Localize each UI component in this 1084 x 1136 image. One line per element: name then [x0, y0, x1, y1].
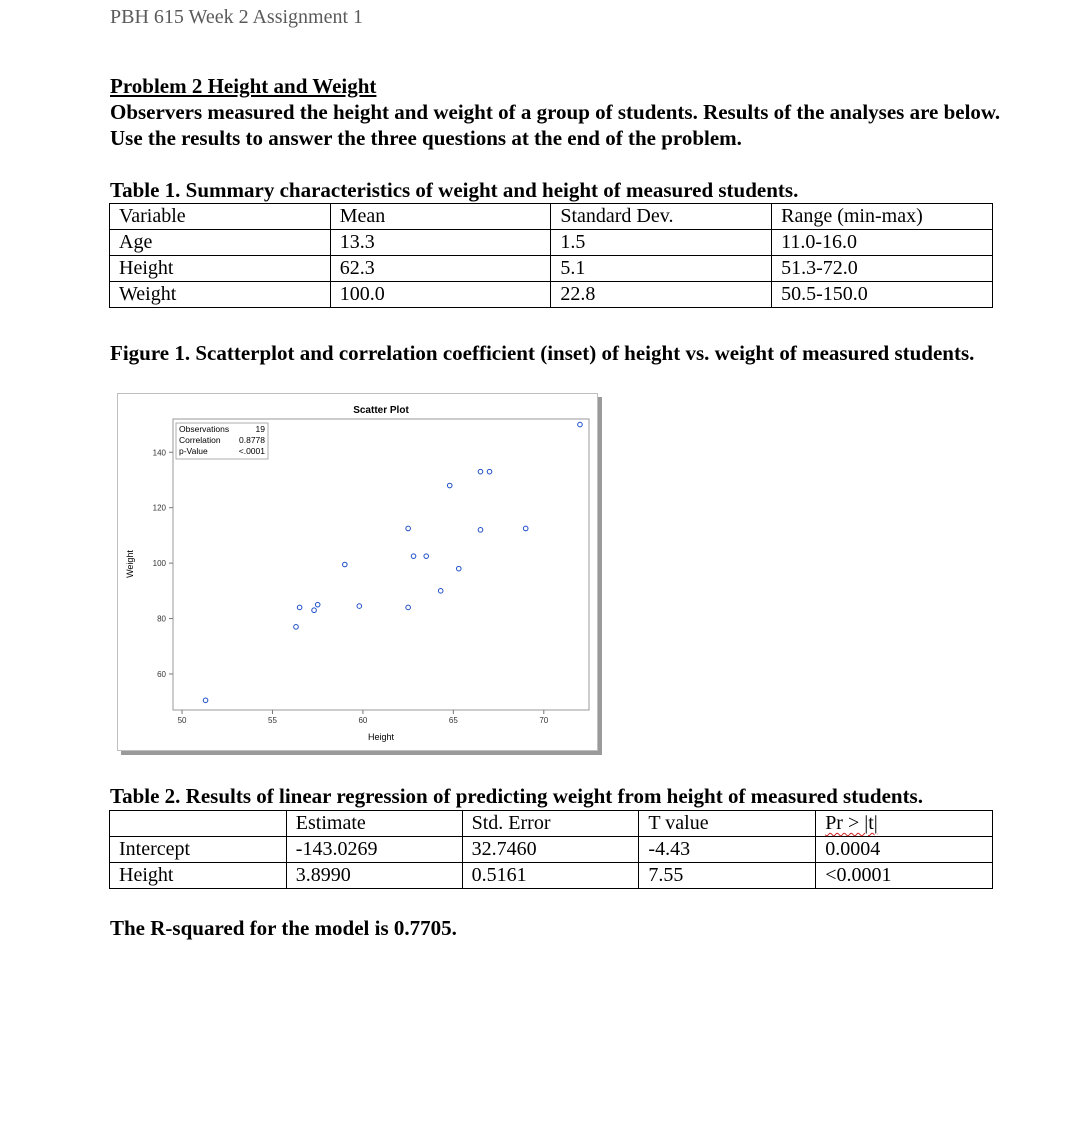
y-tick-label: 60 — [157, 669, 166, 679]
table-cell: Age — [110, 230, 331, 256]
inset-label-observations: Observations — [179, 424, 230, 434]
table-header-cell: Mean — [330, 204, 551, 230]
table-cell: 13.3 — [330, 230, 551, 256]
data-point — [523, 526, 528, 531]
plot-area — [173, 419, 589, 710]
table-cell: 32.7460 — [462, 837, 639, 863]
table-header-cell: Std. Error — [462, 811, 639, 837]
data-point — [487, 469, 492, 474]
y-tick-label: 120 — [152, 503, 166, 513]
table-cell: Intercept — [110, 837, 287, 863]
problem-title: Problem 2 Height and Weight — [110, 74, 377, 98]
table-row — [110, 256, 993, 282]
table-cell: 0.0004 — [816, 837, 993, 863]
table-cell: Weight — [110, 282, 331, 308]
x-tick-label: 70 — [539, 716, 549, 725]
regression-table — [109, 810, 993, 889]
table-cell: 3.8990 — [286, 863, 462, 889]
data-point — [438, 589, 443, 594]
table-cell: -143.0269 — [286, 837, 462, 863]
table-cell: 1.5 — [551, 230, 772, 256]
table-header-cell: Estimate — [286, 811, 462, 837]
y-tick-label: 80 — [157, 614, 166, 624]
table-cell: 51.3-72.0 — [772, 256, 993, 282]
inset-value-observations: 19 — [255, 424, 265, 434]
table-header-cell: T value — [639, 811, 816, 837]
r-squared-note: The R-squared for the model is 0.7705. — [110, 916, 457, 940]
inset-label-correlation: Correlation — [179, 435, 221, 445]
table-header-cell: Range (min-max) — [772, 204, 993, 230]
chart-title: Scatter Plot — [353, 405, 409, 416]
table-header-row — [110, 204, 993, 230]
data-point — [478, 528, 483, 533]
table-cell: 50.5-150.0 — [772, 282, 993, 308]
data-point — [411, 554, 416, 559]
table1-caption: Table 1. Summary characteristics of weight and height of measured students. — [110, 178, 799, 202]
data-point — [315, 602, 320, 607]
data-point — [406, 605, 411, 610]
table-row — [110, 863, 993, 889]
table-header-row — [110, 811, 993, 837]
x-tick-label: 55 — [268, 716, 277, 725]
data-point — [297, 605, 302, 610]
data-point — [357, 604, 362, 609]
x-tick-label: 65 — [448, 716, 458, 725]
table-row — [110, 837, 993, 863]
data-point — [343, 562, 348, 567]
table-row — [110, 230, 993, 256]
table-header-cell: Variable — [110, 204, 331, 230]
table-cell: Height — [110, 256, 331, 282]
table-cell: 0.5161 — [462, 863, 639, 889]
table-cell: -4.43 — [639, 837, 816, 863]
scatter-plot-figure — [117, 393, 598, 751]
data-point — [456, 566, 461, 571]
data-point — [294, 625, 299, 630]
table-cell: 11.0-16.0 — [772, 230, 993, 256]
data-point — [447, 483, 452, 488]
y-tick-label: 140 — [152, 448, 166, 458]
table2-caption: Table 2. Results of linear regression of predicting weight from height of measured students. — [110, 784, 923, 808]
table-cell: 62.3 — [330, 256, 551, 282]
data-point — [312, 608, 317, 613]
data-point — [424, 554, 429, 559]
table-cell: 7.55 — [639, 863, 816, 889]
y-axis-label: Weight — [125, 550, 135, 578]
figure1-caption: Figure 1. Scatterplot and correlation coefficient (inset) of height vs. weight of measured students. — [110, 341, 975, 365]
table-cell: 5.1 — [551, 256, 772, 282]
table-cell: Height — [110, 863, 287, 889]
data-point — [478, 469, 483, 474]
table-cell: 100.0 — [330, 282, 551, 308]
data-point — [203, 698, 208, 703]
x-tick-label: 50 — [177, 716, 187, 725]
table-row — [110, 282, 993, 308]
problem-intro: Observers measured the height and weight of a group of students. Results of the analyses are below. Use the results to answer the three questions at the end of the problem. — [110, 100, 1001, 150]
table-header-cell — [110, 811, 287, 837]
scatter-plot — [118, 394, 597, 750]
x-tick-label: 60 — [358, 716, 368, 725]
y-tick-label: 100 — [152, 559, 166, 569]
document-header: PBH 615 Week 2 Assignment 1 — [110, 6, 364, 28]
inset-label-pvalue: p-Value — [179, 446, 208, 456]
table-cell: <0.0001 — [816, 863, 993, 889]
inset-value-correlation: 0.8778 — [239, 435, 265, 445]
table-header-cell: Standard Dev. — [551, 204, 772, 230]
data-point — [406, 526, 411, 531]
summary-table — [109, 203, 993, 308]
data-point — [578, 422, 583, 427]
inset-value-pvalue: <.0001 — [238, 446, 265, 456]
x-axis-label: Height — [367, 732, 395, 742]
table-cell: 22.8 — [551, 282, 772, 308]
table-header-cell: Pr > |t| — [816, 811, 993, 837]
